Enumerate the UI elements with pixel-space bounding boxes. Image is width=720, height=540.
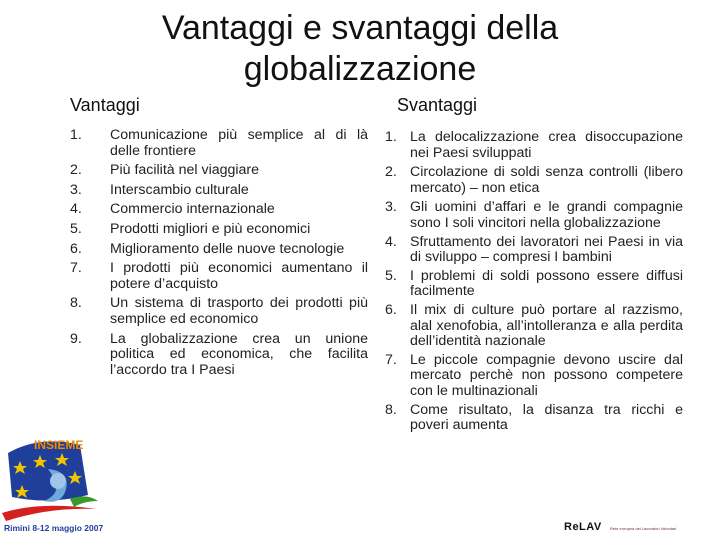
list-item xyxy=(70,242,368,258)
list-item xyxy=(385,303,683,350)
item-text: Prodotti migliori e più economici xyxy=(110,220,311,237)
item-text: Un sistema di trasporto dei prodotti più semplice ed economico xyxy=(110,295,368,327)
item-number: 7. xyxy=(385,351,397,368)
list-item xyxy=(385,235,683,266)
svg-text:Rimini 8-12 maggio 2007: Rimini 8-12 maggio 2007 xyxy=(4,523,104,533)
item-number: 1. xyxy=(70,127,82,143)
item-text: Comunicazione più semplice al di là delle frontiere xyxy=(110,127,368,159)
list-item xyxy=(70,183,368,199)
disadvantages-list xyxy=(385,130,683,437)
item-number: 7. xyxy=(70,260,82,277)
list-item xyxy=(70,261,368,292)
item-number: 4. xyxy=(385,233,397,250)
list-item xyxy=(70,128,368,159)
item-number: 8. xyxy=(385,401,397,418)
item-number: 2. xyxy=(70,162,82,179)
item-text: Gli uomini d’affari e le grandi compagnie sono I soli vincitori nella globalizzazione xyxy=(410,199,683,231)
item-number: 4. xyxy=(70,201,82,218)
list-item xyxy=(385,130,683,161)
item-number: 8. xyxy=(70,295,82,312)
list-item xyxy=(70,163,368,179)
relav-mark: ReLAV xyxy=(564,521,602,533)
item-number: 3. xyxy=(385,199,397,216)
item-text: Le piccole compagnie devono uscire dal mercato perchè non possono competere con le multinazionali xyxy=(410,351,683,399)
item-text: La globalizzazione crea un unione politica ed economica, che facilita l’accordo tra I Paesi xyxy=(110,330,368,378)
list-item xyxy=(385,200,683,231)
item-text: Il mix di culture può portare al razzismo, alal xenofobia, all’intolleranza e alla perdita dell’identità nazionale xyxy=(410,301,683,350)
item-number: 6. xyxy=(385,301,397,318)
item-number: 9. xyxy=(70,330,82,347)
relav-logo xyxy=(560,520,720,540)
list-item xyxy=(385,269,683,300)
item-text: Sfruttamento dei lavoratori nei Paesi in via di sviluppo – compresi I bambini xyxy=(410,233,683,266)
event-logo-icon xyxy=(0,435,110,535)
title-line-2: globalizzazione xyxy=(243,50,477,88)
svg-text:INSIEME: INSIEME xyxy=(34,438,84,452)
item-number: 1. xyxy=(385,129,397,145)
item-text: I problemi di soldi possono essere diffusi facilmente xyxy=(410,267,683,300)
item-text: I prodotti più economici aumentano il potere d’acquisto xyxy=(110,260,368,292)
item-text: Come risultato, la disanza tra ricchi e poveri aumenta xyxy=(410,401,683,434)
list-item xyxy=(70,296,368,327)
advantages-list xyxy=(70,128,368,382)
list-item xyxy=(385,165,683,196)
item-number: 5. xyxy=(70,220,82,237)
list-item xyxy=(70,332,368,379)
list-item xyxy=(70,202,368,218)
item-number: 2. xyxy=(385,164,397,181)
item-text: Circolazione di soldi senza controlli (libero mercato) – non etica xyxy=(410,164,683,196)
item-text: Interscambio culturale xyxy=(110,181,249,198)
list-item xyxy=(70,222,368,238)
item-number: 6. xyxy=(70,240,82,257)
list-item xyxy=(385,403,683,434)
item-text: La delocalizzazione crea disoccupazione nei Paesi sviluppati xyxy=(410,129,683,161)
item-text: Commercio internazionale xyxy=(110,201,275,218)
slide-title xyxy=(120,8,600,90)
title-line-1: Vantaggi e svantaggi della xyxy=(161,9,559,47)
item-number: 5. xyxy=(385,267,397,284)
item-text: Miglioramento delle nuove tecnologie xyxy=(110,240,345,257)
disadvantages-heading: Svantaggi xyxy=(397,95,478,115)
item-number: 3. xyxy=(70,181,82,198)
advantages-heading: Vantaggi xyxy=(70,95,140,115)
item-text: Più facilità nel viaggiare xyxy=(110,162,260,179)
list-item xyxy=(385,353,683,400)
relav-text: Rete europea dei Lavoratori Volontari xyxy=(610,526,677,531)
